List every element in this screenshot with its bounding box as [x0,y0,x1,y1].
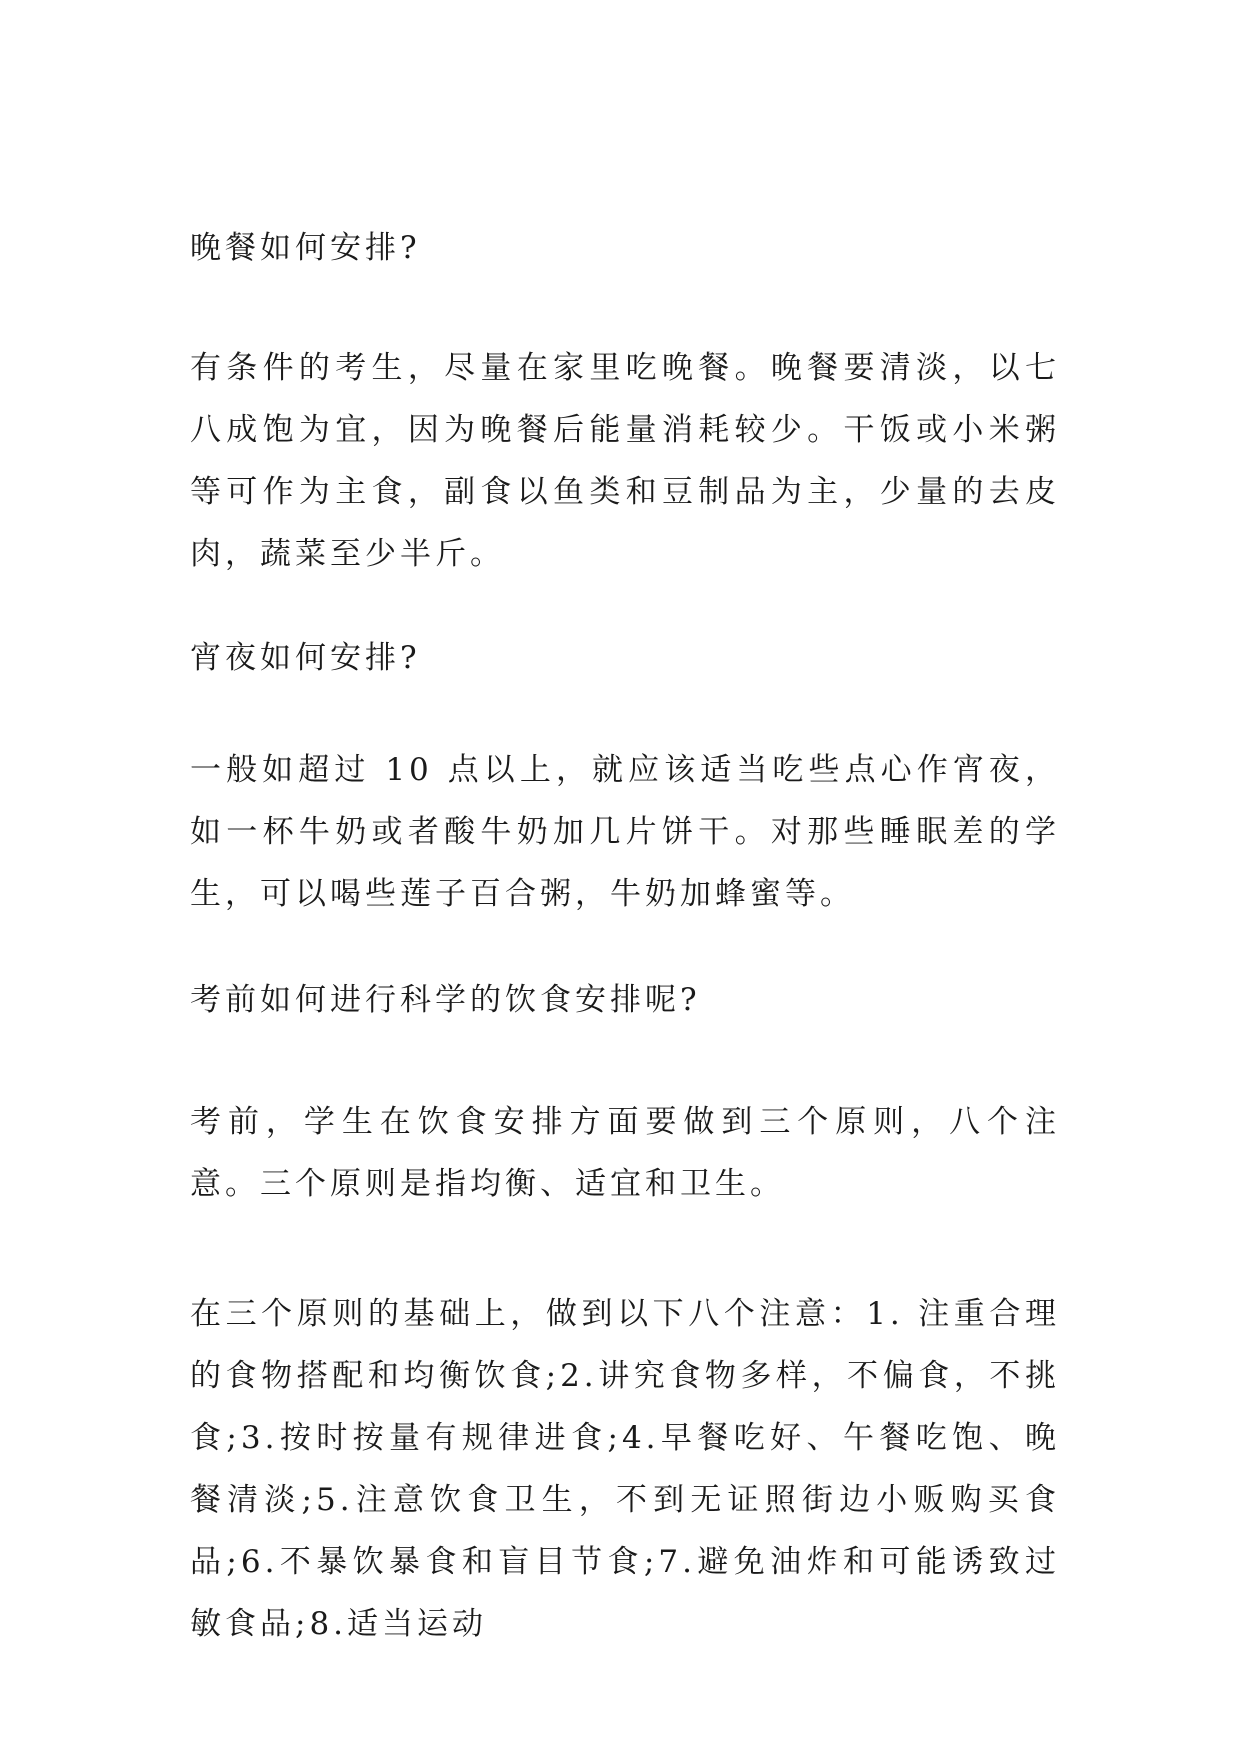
section-heading-exam-diet: 考前如何进行科学的饮食安排呢? [190,982,701,1018]
section-paragraph-dinner: 有条件的考生，尽量在家里吃晚餐。晚餐要清淡，以七八成饱为宜，因为晚餐后能量消耗较少。干饭或小米粥等可作为主食，副食以鱼类和豆制品为主，少量的去皮肉，蔬菜至少半斤。 [190,350,1060,572]
section-heading-late-snack: 宵夜如何安排? [190,640,421,676]
section-paragraph-late-snack: 一般如超过 10 点以上，就应该适当吃些点心作宵夜，如一杯牛奶或者酸牛奶加几片饼干。对那些睡眠差的学生，可以喝些莲子百合粥，牛奶加蜂蜜等。 [190,752,1060,912]
section-paragraph-eight-notes: 在三个原则的基础上，做到以下八个注意：1. 注重合理的食物搭配和均衡饮食;2.讲究食物多样，不偏食，不挑食;3.按时按量有规律进食;4.早餐吃好、午餐吃饱、晚餐清淡;5.注意饮食卫生，不到无证照街边小贩购买食品;6.不暴饮暴食和盲目节食;7.避免油炸和可能诱致过敏食品;8.适当运动 [190,1296,1060,1642]
section-heading-dinner: 晚餐如何安排? [190,230,421,266]
section-paragraph-exam-diet: 考前，学生在饮食安排方面要做到三个原则，八个注意。三个原则是指均衡、适宜和卫生。 [190,1104,1060,1202]
